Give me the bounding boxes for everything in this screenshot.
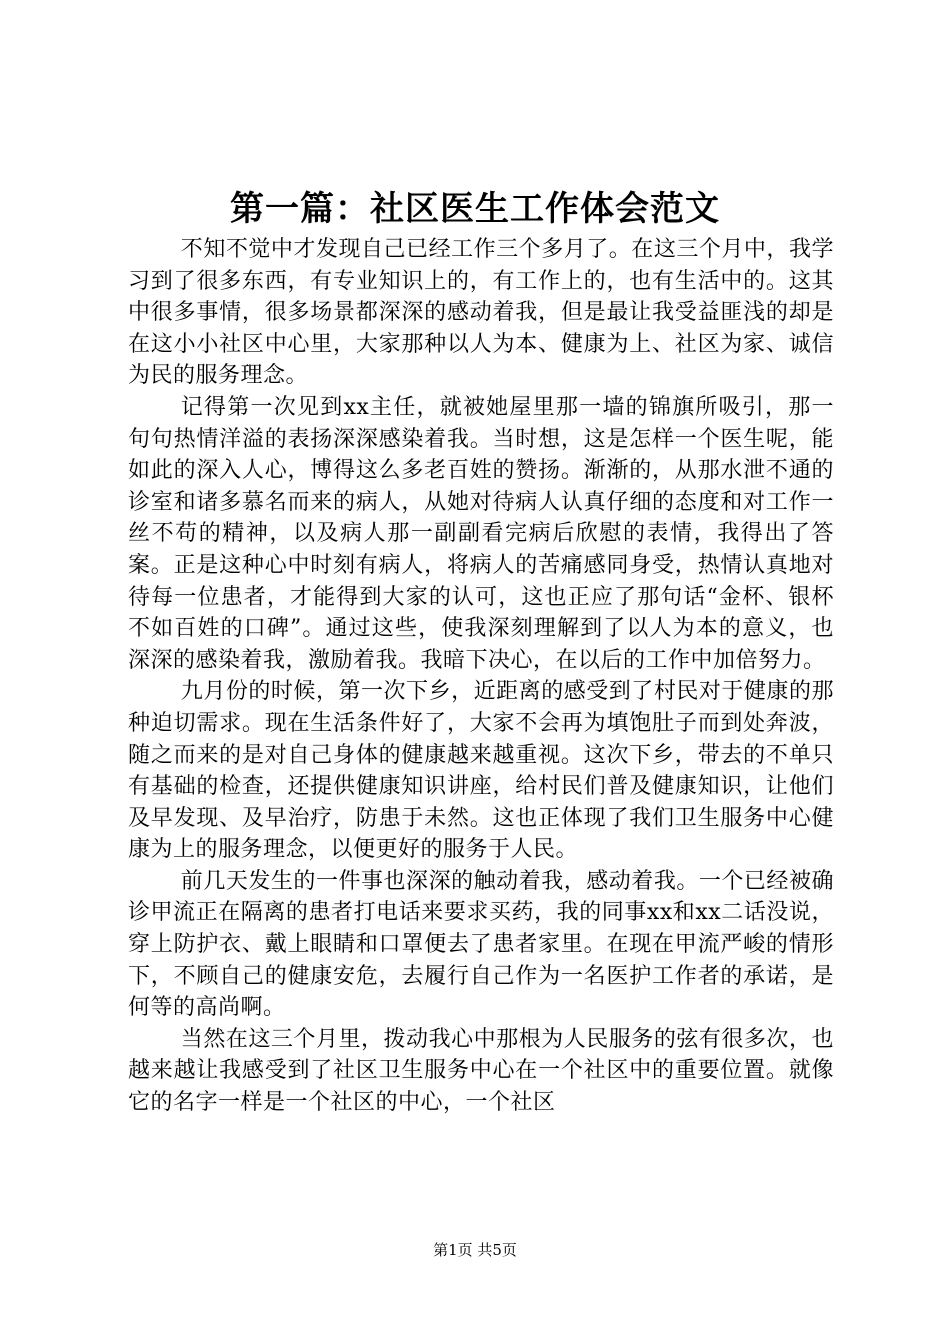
page-footer: 第1页 共5页 — [433, 1241, 517, 1259]
document-body — [128, 234, 834, 1119]
paragraph: 九月份的时候，第一次下乡，近距离的感受到了村民对于健康的那种迫切需求。现在生活条件好了，大家不会再为填饱肚子而到处奔波，随之而来的是对自己身体的健康越来越重视。这次下乡，带去的不单只有基础的检查，还提供健康知识讲座，给村民们普及健康知识，让他们及早发现、及早治疗，防患于未然。这也正体现了我们卫生服务中心健康为上的服务理念，以便更好的服务于人民。 — [128, 679, 834, 863]
paragraph: 不知不觉中才发现自己已经工作三个多月了。在这三个月中，我学习到了很多东西，有专业知识上的，有工作上的，也有生活中的。这其中很多事情，很多场景都深深的感动着我，但是最让我受益匪浅的却是在这小小社区中心里，大家那种以人为本、健康为上、社区为家、诚信为民的服务理念。 — [128, 237, 834, 389]
document-title: 第一篇：社区医生工作体会范文 — [230, 189, 720, 229]
paragraph: 当然在这三个月里，拨动我心中那根为人民服务的弦有很多次，也越来越让我感受到了社区卫生服务中心在一个社区中的重要位置。就像它的名字一样是一个社区的中心，一个社区 — [128, 1026, 834, 1116]
paragraph: 前几天发生的一件事也深深的触动着我，感动着我。一个已经被确诊甲流正在隔离的患者打电话来要求买药，我的同事xx和xx二话没说，穿上防护衣、戴上眼睛和口罩便去了患者家里。在现在甲流严峻的情形下，不顾自己的健康安危，去履行自己作为一名医护工作者的承诺，是何等的高尚啊。 — [128, 868, 834, 1021]
paragraph: 记得第一次见到xx主任，就被她屋里那一墙的锦旗所吸引，那一句句热情洋溢的表扬深深感染着我。当时想，这是怎样一个医生呢，能如此的深入人心，博得这么多老百姓的赞扬。渐渐的，从那水泄不通的诊室和诸多慕名而来的病人，从她对待病人认真仔细的态度和对工作一丝不苟的精神，以及病人那一副副看完病后欣慰的表情，我得出了答案。正是这种心中时刻有病人，将病人的苦痛感同身受，热情认真地对待每一位患者，才能得到大家的认可，这也正应了那句话“金杯、银杯不如百姓的口碑”。通过这些，使我深刻理解到了以人为本的意义，也深深的感染着我，激励着我。我暗下决心，在以后的工作中加倍努力。 — [128, 394, 834, 673]
